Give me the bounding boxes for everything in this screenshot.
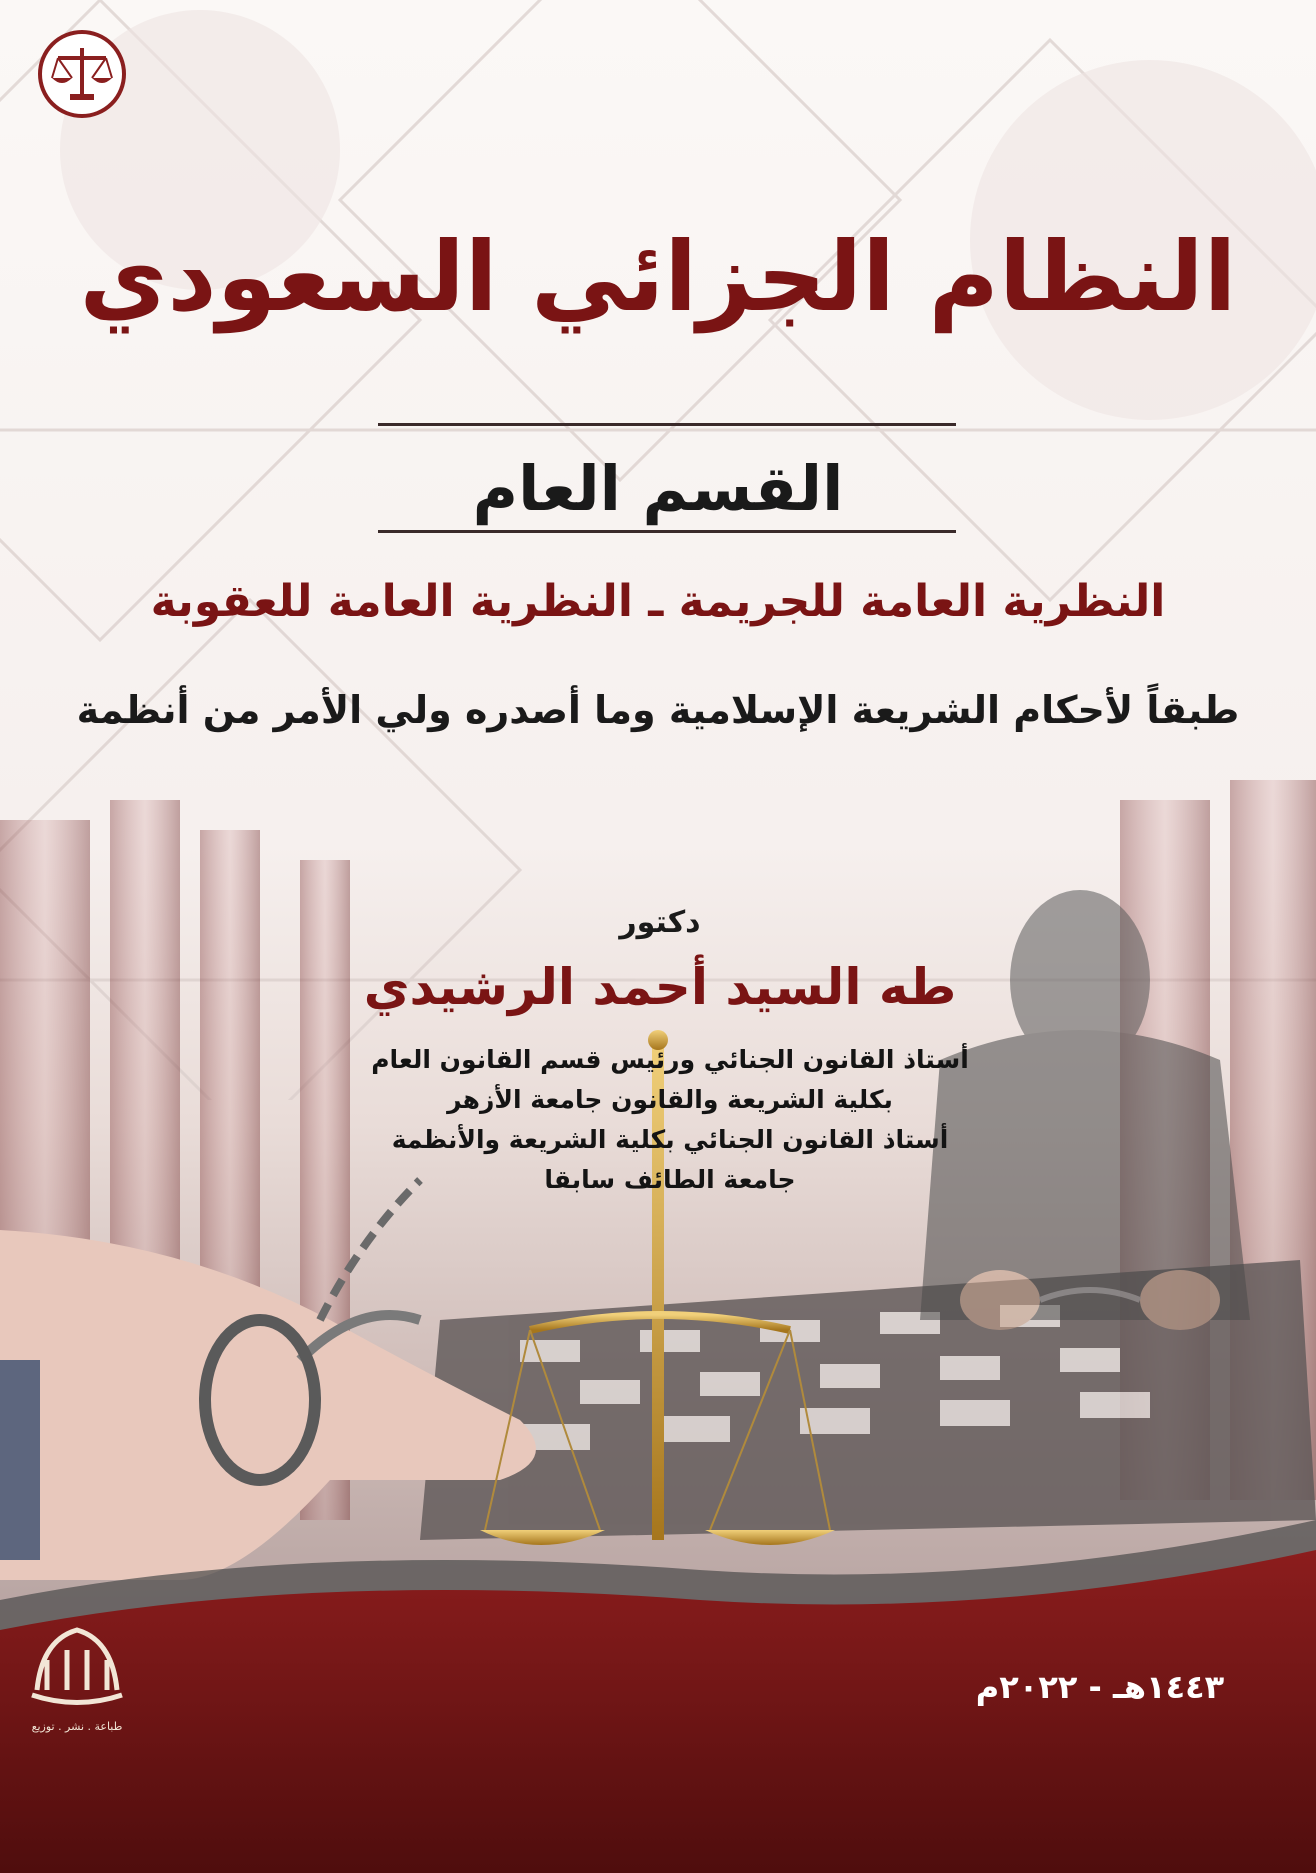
book-according-line: طبقاً لأحكام الشريعة الإسلامية وما أصدره ولي الأمر من أنظمة bbox=[76, 688, 1240, 732]
scales-of-justice-icon bbox=[38, 30, 126, 118]
credential-line: بكلية الشريعة والقانون جامعة الأزهر bbox=[447, 1085, 893, 1114]
publisher-logo bbox=[22, 1600, 132, 1750]
book-title: النظام الجزائي السعودي bbox=[79, 221, 1237, 333]
title-divider-bottom bbox=[378, 530, 956, 533]
author-label: دكتور bbox=[619, 905, 701, 940]
author-name: طه السيد أحمد الرشيدي bbox=[363, 958, 957, 1016]
author-credentials bbox=[360, 1040, 980, 1200]
book-subtitle: القسم العام bbox=[472, 452, 844, 525]
credential-line: جامعة الطائف سابقا bbox=[544, 1165, 796, 1194]
publisher-tagline: طباعة . نشر . توزيع bbox=[31, 1720, 123, 1733]
book-theories-line: النظرية العامة للجريمة ـ النظرية العامة للعقوبة bbox=[150, 576, 1166, 627]
credential-line: أستاذ القانون الجنائي ورئيس قسم القانون العام bbox=[371, 1045, 969, 1074]
credential-line: أستاذ القانون الجنائي بكلية الشريعة والأنظمة bbox=[391, 1125, 949, 1154]
title-divider-top bbox=[378, 423, 956, 426]
publication-year: ١٤٤٣هـ - ٢٠٢٢م bbox=[975, 1668, 1225, 1706]
